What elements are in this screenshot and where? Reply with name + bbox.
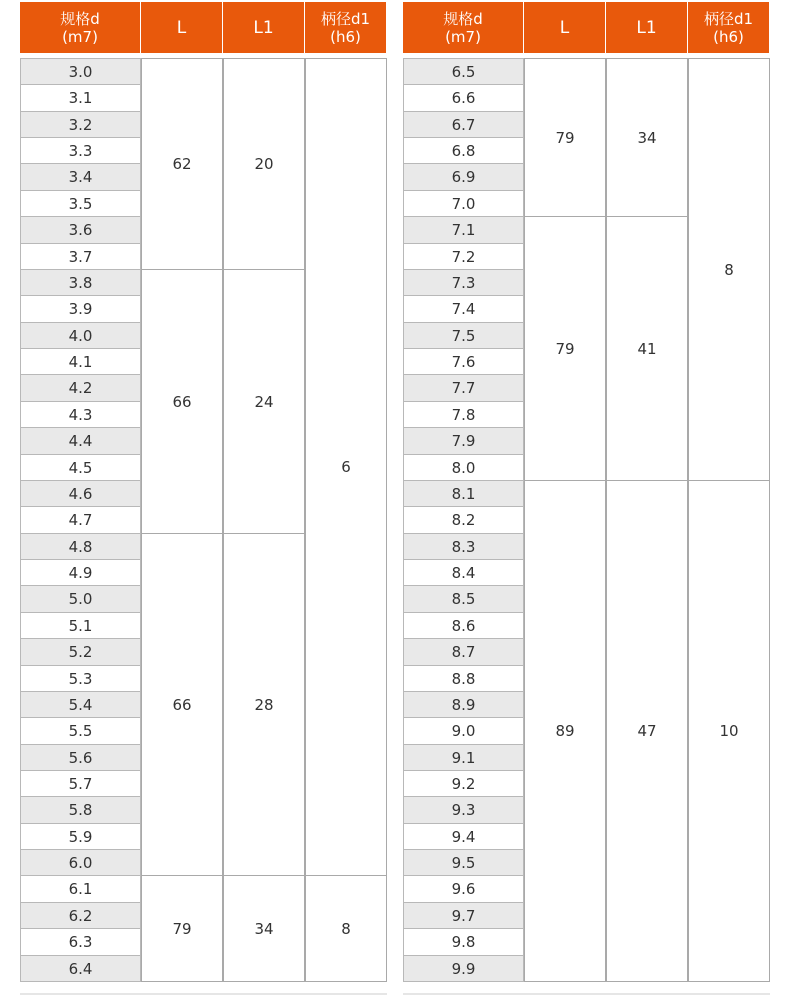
header-L1	[606, 2, 687, 53]
spec-cell: 4.3	[20, 401, 141, 428]
spec-cell: 5.3	[20, 665, 141, 692]
spec-cell: 5.6	[20, 744, 141, 771]
header-L	[141, 2, 222, 53]
spec-cell: 6.8	[403, 137, 524, 164]
spec-cell: 6.0	[20, 849, 141, 876]
header-L	[524, 2, 605, 53]
l1-cell: 34	[223, 875, 305, 982]
header-spec-line: 规格d	[60, 9, 100, 28]
spec-cell: 3.7	[20, 243, 141, 270]
spec-cell: 4.6	[20, 480, 141, 507]
header-spec-line: (m7)	[62, 27, 98, 46]
spec-cell: 5.0	[20, 585, 141, 613]
spec-cell: 6.4	[20, 955, 141, 982]
spec-cell: 8.7	[403, 638, 524, 666]
l1-cell: 41	[606, 216, 688, 481]
header-shank-line: 柄径d1	[703, 9, 754, 28]
spec-cell: 3.3	[20, 137, 141, 164]
spec-cell: 4.4	[20, 427, 141, 455]
spec-cell: 6.6	[403, 84, 524, 112]
spec-cell: 6.5	[403, 58, 524, 85]
l-cell: 79	[524, 58, 606, 217]
spec-cell: 7.6	[403, 348, 524, 375]
spec-cell: 9.1	[403, 744, 524, 771]
l1-cell: 20	[223, 58, 305, 270]
header-L1-line: L1	[636, 17, 657, 38]
spec-cell: 7.4	[403, 295, 524, 323]
spec-cell: 6.1	[20, 875, 141, 903]
header-shank-line: (h6)	[330, 27, 361, 46]
l1-cell: 24	[223, 269, 305, 534]
spec-cell: 7.3	[403, 269, 524, 296]
l-cell: 66	[141, 269, 223, 534]
spec-cell: 3.5	[20, 190, 141, 217]
header-spec	[20, 2, 140, 53]
spec-cell: 5.1	[20, 612, 141, 639]
header-shank-line: (h6)	[713, 27, 744, 46]
header-L1-line: L1	[253, 17, 274, 38]
l-cell: 66	[141, 533, 223, 876]
spec-cell: 5.7	[20, 770, 141, 797]
header-spec-line: (m7)	[445, 27, 481, 46]
spec-cell: 9.7	[403, 902, 524, 929]
spec-cell: 3.6	[20, 216, 141, 244]
spec-cell: 5.9	[20, 823, 141, 850]
spec-cell: 4.0	[20, 322, 141, 349]
spec-cell: 6.2	[20, 902, 141, 929]
header-L-line: L	[559, 17, 570, 38]
spec-cell: 9.0	[403, 717, 524, 745]
spec-cell: 3.8	[20, 269, 141, 296]
spec-cell: 9.2	[403, 770, 524, 797]
spec-cell: 4.2	[20, 374, 141, 402]
spec-cell: 5.8	[20, 796, 141, 824]
spec-cell: 8.2	[403, 506, 524, 534]
l1-cell: 28	[223, 533, 305, 876]
spec-cell: 8.0	[403, 454, 524, 481]
header-spec-line: 规格d	[443, 9, 483, 28]
bottom-divider-left	[20, 993, 387, 995]
spec-cell: 9.6	[403, 875, 524, 903]
spec-cell: 3.1	[20, 84, 141, 112]
l-cell: 89	[524, 480, 606, 982]
spec-cell: 3.0	[20, 58, 141, 85]
l1-cell: 34	[606, 58, 688, 217]
spec-cell: 8.4	[403, 559, 524, 586]
spec-cell: 8.1	[403, 480, 524, 507]
spec-cell: 7.1	[403, 216, 524, 244]
spec-cell: 9.5	[403, 849, 524, 876]
spec-cell: 7.9	[403, 427, 524, 455]
d1-cell: 8	[305, 875, 387, 982]
l1-cell: 47	[606, 480, 688, 982]
spec-cell: 4.1	[20, 348, 141, 375]
spec-cell: 4.7	[20, 506, 141, 534]
header-spec	[403, 2, 523, 53]
header-shank	[688, 2, 769, 53]
spec-cell: 8.8	[403, 665, 524, 692]
spec-cell: 5.2	[20, 638, 141, 666]
spec-cell: 4.5	[20, 454, 141, 481]
spec-cell: 7.7	[403, 374, 524, 402]
spec-cell: 4.9	[20, 559, 141, 586]
spec-cell: 3.4	[20, 163, 141, 191]
header-L1	[223, 2, 304, 53]
spec-cell: 3.2	[20, 111, 141, 138]
spec-cell: 8.6	[403, 612, 524, 639]
spec-cell: 9.4	[403, 823, 524, 850]
spec-cell: 5.5	[20, 717, 141, 745]
spec-cell: 8.5	[403, 585, 524, 613]
header-L-line: L	[176, 17, 187, 38]
spec-cell: 8.3	[403, 533, 524, 560]
spec-cell: 4.8	[20, 533, 141, 560]
spec-cell: 6.9	[403, 163, 524, 191]
spec-cell: 5.4	[20, 691, 141, 718]
spec-cell: 7.5	[403, 322, 524, 349]
spec-cell: 6.7	[403, 111, 524, 138]
spec-cell: 6.3	[20, 928, 141, 956]
l-cell: 79	[141, 875, 223, 982]
spec-cell: 7.0	[403, 190, 524, 217]
spec-cell: 3.9	[20, 295, 141, 323]
l-cell: 79	[524, 216, 606, 481]
header-shank	[305, 2, 386, 53]
header-shank-line: 柄径d1	[320, 9, 371, 28]
spec-cell: 7.2	[403, 243, 524, 270]
spec-cell: 8.9	[403, 691, 524, 718]
l-cell: 62	[141, 58, 223, 270]
spec-cell: 9.9	[403, 955, 524, 982]
spec-cell: 7.8	[403, 401, 524, 428]
bottom-divider-right	[403, 993, 770, 995]
spec-cell: 9.3	[403, 796, 524, 824]
d1-cell: 10	[688, 480, 770, 982]
d1-cell: 6	[305, 58, 387, 876]
d1-cell: 8	[688, 58, 770, 481]
spec-cell: 9.8	[403, 928, 524, 956]
